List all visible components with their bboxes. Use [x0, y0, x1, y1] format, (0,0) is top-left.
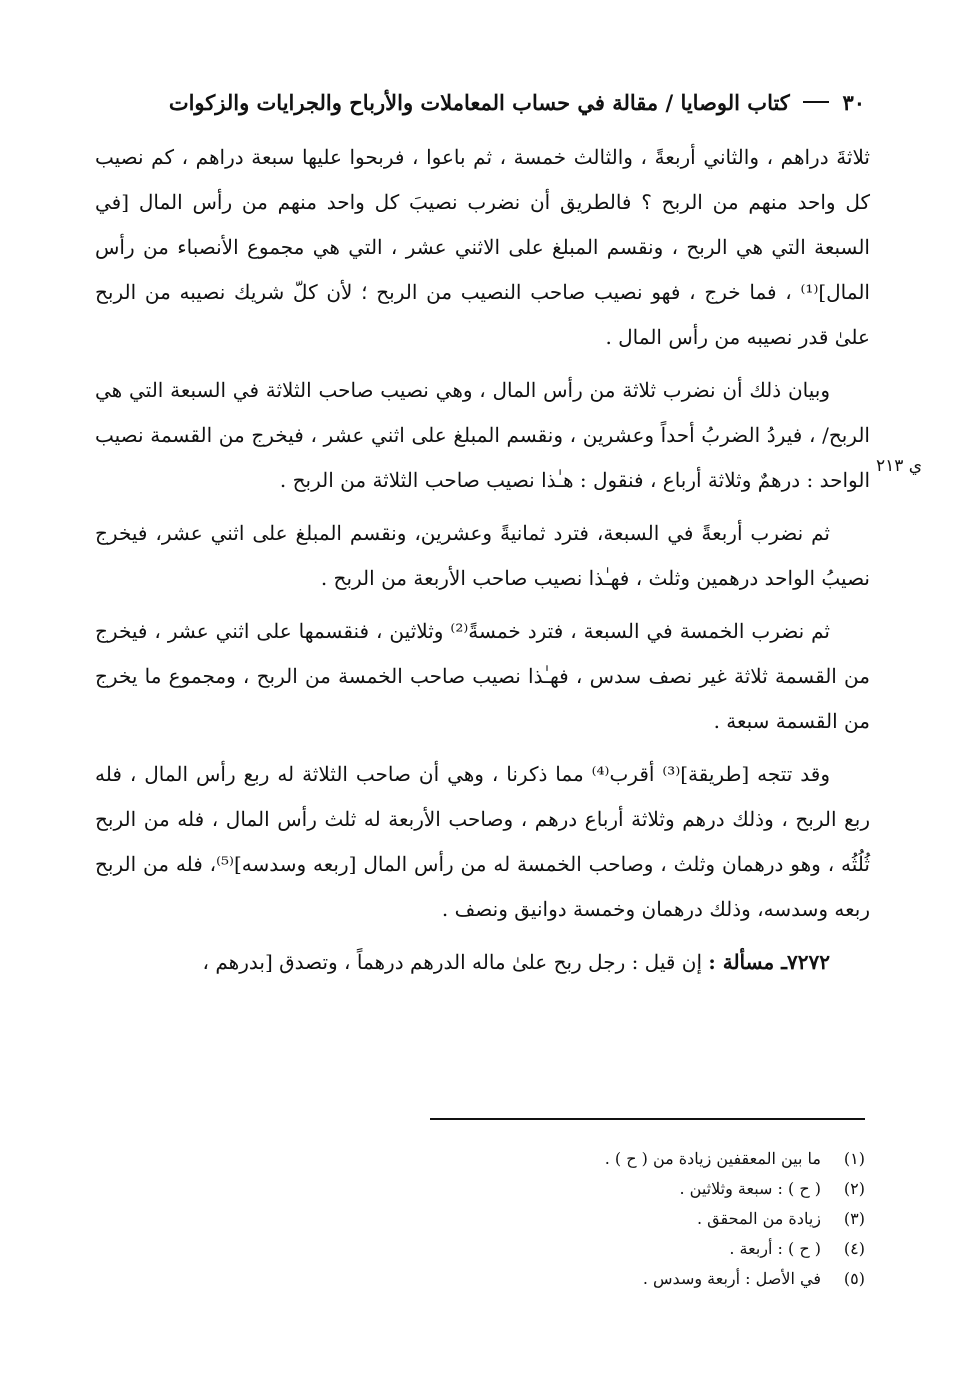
paragraph-2: وبيان ذلك أن نضرب ثلاثة من رأس المال ، وهي نصيب صاحب الثلاثة في السبعة التي هي الربح/ ، فيردُ الضربُ أحداً وعشرين ، ونقسم المبلغ على اثني عشر ، فيخرج من القسمة نصيب الواحد : درهمٌ وثلاثة أرباع ، فنقول : هـٰذا نصيب صاحب الثلاثة من الربح .	[95, 378, 870, 492]
footnotes	[380, 1144, 865, 1294]
header-dash	[803, 101, 829, 103]
footnote-number: (٤)	[843, 1239, 865, 1258]
masala-paragraph	[95, 940, 870, 985]
footnote-item	[380, 1234, 865, 1264]
main-text	[95, 135, 870, 993]
footnote-item	[380, 1174, 865, 1204]
header-title: كتاب الوصايا / مقالة في حساب المعاملات والأرباح والجرايات والزكوات	[168, 90, 790, 115]
footnote-text: ( ح ) : سبعة وثلاثين .	[679, 1179, 821, 1198]
footnote-number: (٥)	[843, 1269, 865, 1288]
footnote-number: (٢)	[843, 1179, 865, 1198]
paragraph-3: ثم نضرب أربعةً في السبعة، فترد ثمانيةً وعشرين، ونقسم المبلغ على اثني عشر، فيخرج نصيبُ الواحد درهمين وثلث ، فهـٰذا نصيب صاحب الأربعة من الربح .	[95, 521, 870, 590]
footnote-item	[380, 1204, 865, 1234]
footnote-text: في الأصل : أربعة وسدس .	[642, 1269, 821, 1288]
paragraph-1: ثلاثةَ دراهم ، والثاني أربعةً ، والثالث خمسة ، ثم باعوا ، فربحوا عليها سبعة دراهم ، كم نصيب كل واحد منهم من الربح ؟ فالطريق أن نضرب نصيبَ كل واحد منهم من رأس المال [في السبعة التي هي الربح ، ونقسم المبلغ على الاثني عشر ، التي هي مجموع الأنصباء من رأس المال]⁽¹⁾ ، فما خرج ، فهو نصيب صاحب النصيب من الربح ؛ لأن كلّ شريك نصيبه من الربح علىٰ قدر نصيبه من رأس المال .	[95, 145, 870, 349]
footnote-number: (١)	[843, 1149, 865, 1168]
masala-text: إن قيل : رجل ربح علىٰ ماله الدرهم درهماً ، وتصدق [بدرهم ،	[202, 950, 703, 974]
paragraph-4: ثم نضرب الخمسة في السبعة ، فترد خمسةً⁽²⁾ وثلاثين ، فنقسمها على اثني عشر ، فيخرج من القسمة ثلاثة غير نصف سدس ، فهـٰذا نصيب صاحب الخمسة من الربح ، ومجموع ما يخرج من القسمة سبعة .	[95, 619, 870, 733]
running-header	[95, 88, 865, 118]
footnote-item	[380, 1264, 865, 1294]
footnote-divider	[430, 1118, 865, 1120]
masala-number: ٧٢٧٢ـ مسألة :	[708, 950, 830, 974]
footnote-text: ( ح ) : أربعة .	[729, 1239, 821, 1258]
margin-page-reference: ي ٢١٣	[876, 456, 923, 476]
paragraph-5: وقد تتجه [طريقة]⁽³⁾ أقرب⁽⁴⁾ مما ذكرنا ، وهي أن صاحب الثلاثة له ربع رأس المال ، فله ربع الربح ، وذلك درهم وثلاثة أرباع درهم ، وصاحب الأربعة له ثلث رأس المال ، فله من الربح ثُلُثُه ، وهو درهمان وثلث ، وصاحب الخمسة له من رأس المال [ربعه وسدسه]⁽⁵⁾، فله من الربح ربعه وسدسه، وذلك درهمان وخمسة دوانيق ونصف .	[95, 762, 870, 921]
footnote-text: زيادة من المحقق .	[697, 1209, 821, 1228]
footnote-text: ما بين المعقفين زيادة من ( ح ) .	[604, 1149, 821, 1168]
footnote-item	[380, 1144, 865, 1174]
footnote-number: (٣)	[843, 1209, 865, 1228]
page-number: ٣٠	[842, 90, 865, 115]
